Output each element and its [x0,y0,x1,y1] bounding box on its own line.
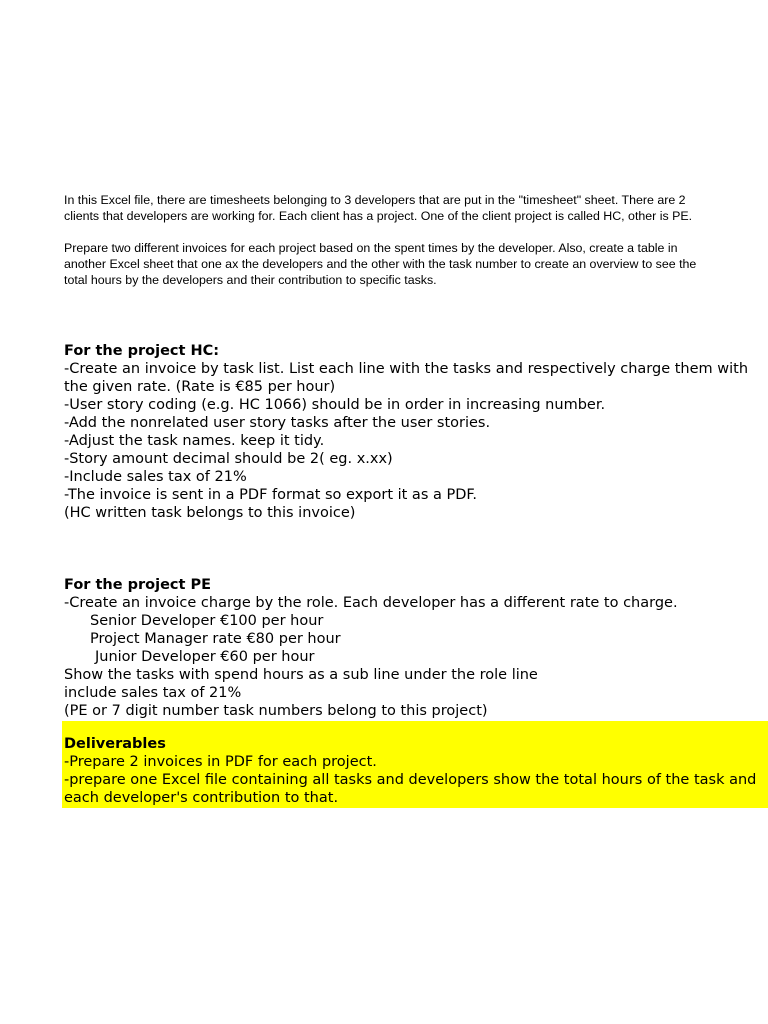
intro-line: another Excel sheet that one ax the developers and the other with the task number to create an overview to see the [64,257,697,271]
hc-line: -Story amount decimal should be 2( eg. x.xx) [64,451,393,467]
project-pe-heading: For the project PE [64,577,212,593]
deliverables-line: -Prepare 2 invoices in PDF for each project. [64,754,377,770]
hc-line: -User story coding (e.g. HC 1066) should be in order in increasing number. [64,397,606,413]
project-hc-section [64,342,768,522]
hc-line: (HC written task belongs to this invoice) [64,505,356,521]
intro-text [64,192,768,288]
pe-line: -Create an invoice charge by the role. Each developer has a different rate to charge. [64,595,678,611]
pe-line: include sales tax of 21% [64,685,242,701]
pe-rate-project-manager: Project Manager rate €80 per hour [90,631,341,647]
hc-line: -Add the nonrelated user story tasks after the user stories. [64,415,491,431]
intro-line: In this Excel file, there are timesheets belonging to 3 developers that are put in the "timesheet" sheet. There are 2 [64,193,686,207]
project-hc-heading: For the project HC: [64,343,220,359]
intro-line: Prepare two different invoices for each project based on the spent times by the developer. Also, create a table in [64,241,678,255]
hc-line: -Adjust the task names. keep it tidy. [64,433,325,449]
deliverables-heading: Deliverables [64,736,166,752]
intro-line: clients that developers are working for. Each client has a project. One of the client project is called HC, other is PE. [64,209,693,223]
intro-paragraph-1 [64,192,768,224]
hc-line: -Include sales tax of 21% [64,469,247,485]
hc-line: the given rate. (Rate is €85 per hour) [64,379,336,395]
intro-line: total hours by the developers and their contribution to specific tasks. [64,273,437,287]
deliverables-line: each developer's contribution to that. [64,790,339,806]
deliverables-section [64,735,768,807]
pe-rate-senior: Senior Developer €100 per hour [90,613,324,629]
intro-paragraph-2 [64,240,768,288]
deliverables-line: -prepare one Excel file containing all tasks and developers show the total hours of the task and [64,772,757,788]
pe-line: (PE or 7 digit number task numbers belong to this project) [64,703,488,719]
pe-rate-junior: Junior Developer €60 per hour [95,649,315,665]
hc-line: -Create an invoice by task list. List each line with the tasks and respectively charge them with [64,361,749,377]
project-pe-section [64,576,768,720]
hc-line: -The invoice is sent in a PDF format so export it as a PDF. [64,487,478,503]
pe-line: Show the tasks with spend hours as a sub line under the role line [64,667,538,683]
